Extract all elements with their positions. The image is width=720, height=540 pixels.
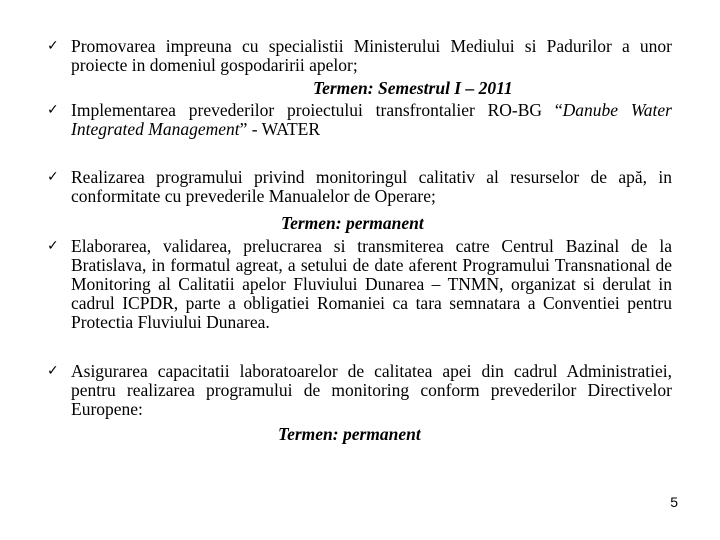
bullet-item-implementarea [47,101,672,139]
checkmark-icon: ✓ [47,363,59,379]
checkmark-icon: ✓ [47,102,59,118]
bullet-text-part: ” - WATER [239,119,320,139]
checkmark-icon: ✓ [47,169,59,185]
deadline-permanent: Termen: permanent [281,213,424,233]
bullet-text: Asigurarea capacitatii laboratoarelor de calitatea apei din cadrul Administratiei, pentru realizarea programului de monitoring conform prevederilor Directivelor Europene: [71,361,672,419]
bullet-text-part: Implementarea prevederilor proiectului transfrontalier RO-BG “ [71,100,563,120]
bullet-text: Elaborarea, validarea, prelucrarea si transmiterea catre Centrul Bazinal de la Bratislava, in formatul agreat, a setului de date aferent Programului Transnational de Monitoring al Calitatii apelor Fluviului Dunarea – TNMN, organizat si derulat in cadrul ICPDR, parte a obligatiei Romaniei ca tara semnatara a Conventiei pentru Protectia Fluviului Dunarea. [71,236,672,332]
bullet-text [71,101,672,139]
checkmark-icon: ✓ [47,238,59,254]
bullet-item-asigurarea [47,362,672,419]
deadline-semester: Termen: Semestrul I – 2011 [313,78,513,98]
checkmark-icon: ✓ [47,38,59,54]
bullet-item-elaborarea [47,237,672,332]
bullet-text: Promovarea impreuna cu specialistii Ministerului Mediului si Padurilor a unor proiecte in domeniul gospodaririi apelor; [71,36,672,75]
page-number: 5 [670,494,678,510]
deadline-permanent: Termen: permanent [278,424,421,444]
bullet-text: Realizarea programului privind monitoringul calitativ al resurselor de apă, in conformitate cu prevederile Manualelor de Operare; [71,167,672,206]
bullet-item-promovarea [47,37,672,75]
bullet-item-realizarea [47,168,672,206]
project-name-italic: Danube Water Integrated Management [71,100,672,139]
